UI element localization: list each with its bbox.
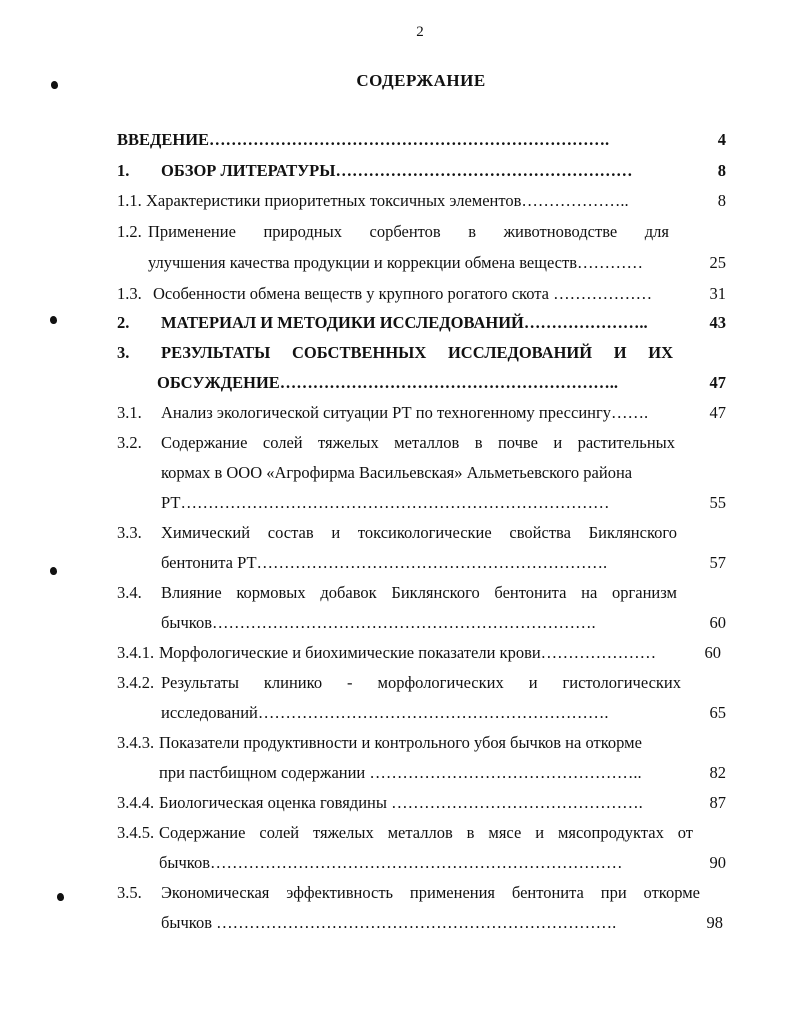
toc-entry-section-3-1 [117,402,726,424]
toc-entry-page: 57 [709,553,726,572]
toc-entry-title-line-2: ОБСУЖДЕНИЕ…………………………………………………….. [157,373,619,392]
toc-entry-title-line-2: бычков……………………………………………………………. [161,613,596,632]
toc-entry-title-line-1: Химический состав и токсикологические свойства Биклянского [161,523,677,542]
toc-entry-section-3-4-5-cont [159,852,726,874]
toc-entry-title-line-2: исследований………………………………………………………. [161,703,609,722]
toc-entry-number: 3.4.5. [117,823,155,842]
toc-entry-title: МАТЕРИАЛ И МЕТОДИКИ ИССЛЕДОВАНИЙ………………….. [161,313,648,332]
toc-entry-title-line-2: бычков………………………………………………………………… [159,853,623,872]
toc-entry-section-1-2-cont [148,252,726,274]
toc-entry-section-3-4-2 [117,672,681,694]
toc-entry-section-3-2-cont [161,492,726,514]
toc-entry-number: 1. [117,161,130,180]
toc-entry-title: ВВЕДЕНИЕ………………………………………………………………. [117,130,610,149]
toc-entry-number: 3.4.4. [117,793,155,812]
toc-entry-number: 3.3. [117,523,142,542]
toc-entry-number: 1.1. [117,191,142,210]
punch-hole-mark [50,316,57,324]
toc-entry-number: 3.4.3. [117,733,155,752]
toc-entry-section-3-3 [117,522,677,544]
toc-entry-section-1-1 [117,190,726,212]
toc-entry-title-line-1: Содержание солей тяжелых металлов в мясе и мясопродуктах от [159,823,693,842]
toc-entry-number: 2. [117,313,130,332]
toc-entry-title-line-1: Результаты клинико - морфологических и гистологических [161,673,681,692]
punch-hole-mark [57,893,64,901]
toc-entry-page: 60 [709,613,726,632]
toc-entry-section-3-4-4 [117,792,726,814]
toc-entry-title: ОБЗОР ЛИТЕРАТУРЫ……………………………………………… [161,161,633,180]
toc-entry-title-line-2: бентонита РТ………………………………………………………. [161,553,608,572]
toc-entry-chapter-2 [117,312,726,334]
toc-entry-section-3-2-cont [161,462,675,484]
punch-hole-mark [51,81,58,89]
toc-entry-title-line-2: кормах в ООО «Агрофирма Васильевская» Альметьевского района [161,463,633,482]
toc-entry-number: 3. [117,343,130,362]
toc-entry-number: 3.4. [117,583,142,602]
toc-entry-number: 3.2. [117,433,142,452]
toc-entry-section-3-4-5 [117,822,693,844]
toc-entry-title: Особенности обмена веществ у крупного рогатого скота ……………… [153,284,653,303]
toc-entry-intro [117,129,726,151]
toc-entry-page: 47 [709,403,726,422]
toc-entry-section-3-5-cont [161,912,723,934]
toc-title: СОДЕРЖАНИЕ [356,71,486,90]
toc-entry-page: 60 [704,643,721,662]
toc-entry-title-line-1: Применение природных сорбентов в животноводстве для [148,222,669,241]
toc-entry-page: 98 [706,913,723,932]
toc-entry-title: Анализ экологической ситуации РТ по техногенному прессингу……. [161,403,649,422]
toc-entry-title-line-2: бычков ………………………………………………………………. [161,913,617,932]
toc-entry-page: 8 [717,161,726,180]
toc-entry-title-line-1: РЕЗУЛЬТАТЫ СОБСТВЕННЫХ ИССЛЕДОВАНИЙ И ИХ [161,343,673,362]
toc-entry-section-3-4-1 [117,642,721,664]
toc-entry-page: 25 [709,253,726,272]
toc-entry-number: 3.4.1. [117,643,155,662]
toc-entry-title-line-1: Экономическая эффективность применения бентонита при откорме [161,883,700,902]
toc-entry-section-3-4-3-cont [159,762,726,784]
toc-entry-title-line-3: РТ…………………………………………………………………… [161,493,610,512]
toc-entry-section-3-4 [117,582,677,604]
toc-entry-section-3-4-2-cont [161,702,726,724]
punch-hole-mark [50,567,57,575]
toc-entry-number: 3.4.2. [117,673,155,692]
toc-entry-section-3-3-cont [161,552,726,574]
page-number: 2 [416,24,424,40]
toc-entry-page: 31 [709,284,726,303]
toc-entry-chapter-3-cont [157,372,726,394]
toc-entry-title-line-1: Влияние кормовых добавок Биклянского бентонита на организм [161,583,677,602]
toc-entry-page: 55 [709,493,726,512]
toc-entry-title-line-1: Содержание солей тяжелых металлов в почве и растительных [161,433,675,452]
toc-entry-section-3-5 [117,882,700,904]
toc-entry-section-3-2 [117,432,675,454]
toc-entry-page: 8 [717,191,726,210]
toc-entry-title: Характеристики приоритетных токсичных элементов……………….. [146,191,629,210]
toc-entry-number: 3.5. [117,883,142,902]
toc-entry-page: 43 [709,313,726,332]
toc-entry-title-line-2: улучшения качества продукции и коррекции обмена веществ………… [148,253,644,272]
toc-entry-number: 1.3. [117,284,142,303]
toc-entry-chapter-3 [117,342,673,364]
toc-entry-section-3-4-3 [117,732,687,754]
toc-entry-page: 65 [709,703,726,722]
toc-entry-page: 90 [709,853,726,872]
toc-entry-number: 1.2. [117,222,142,241]
toc-entry-chapter-1 [117,160,726,182]
toc-entry-title-line-2: при пастбищном содержании ………………………………………….. [159,763,642,782]
toc-entry-page: 4 [717,130,726,149]
toc-entry-page: 87 [709,793,726,812]
toc-entry-page: 82 [709,763,726,782]
toc-entry-title-line-1: Показатели продуктивности и контрольного убоя бычков на откорме [159,733,642,752]
toc-entry-section-1-2 [117,221,669,243]
toc-entry-page: 47 [709,373,726,392]
toc-entry-title: Биологическая оценка говядины ………………………………………. [159,793,643,812]
toc-entry-number: 3.1. [117,403,142,422]
toc-entry-section-3-4-cont [161,612,726,634]
toc-entry-title: Морфологические и биохимические показатели крови………………… [159,643,657,662]
toc-entry-section-1-3 [117,283,726,305]
